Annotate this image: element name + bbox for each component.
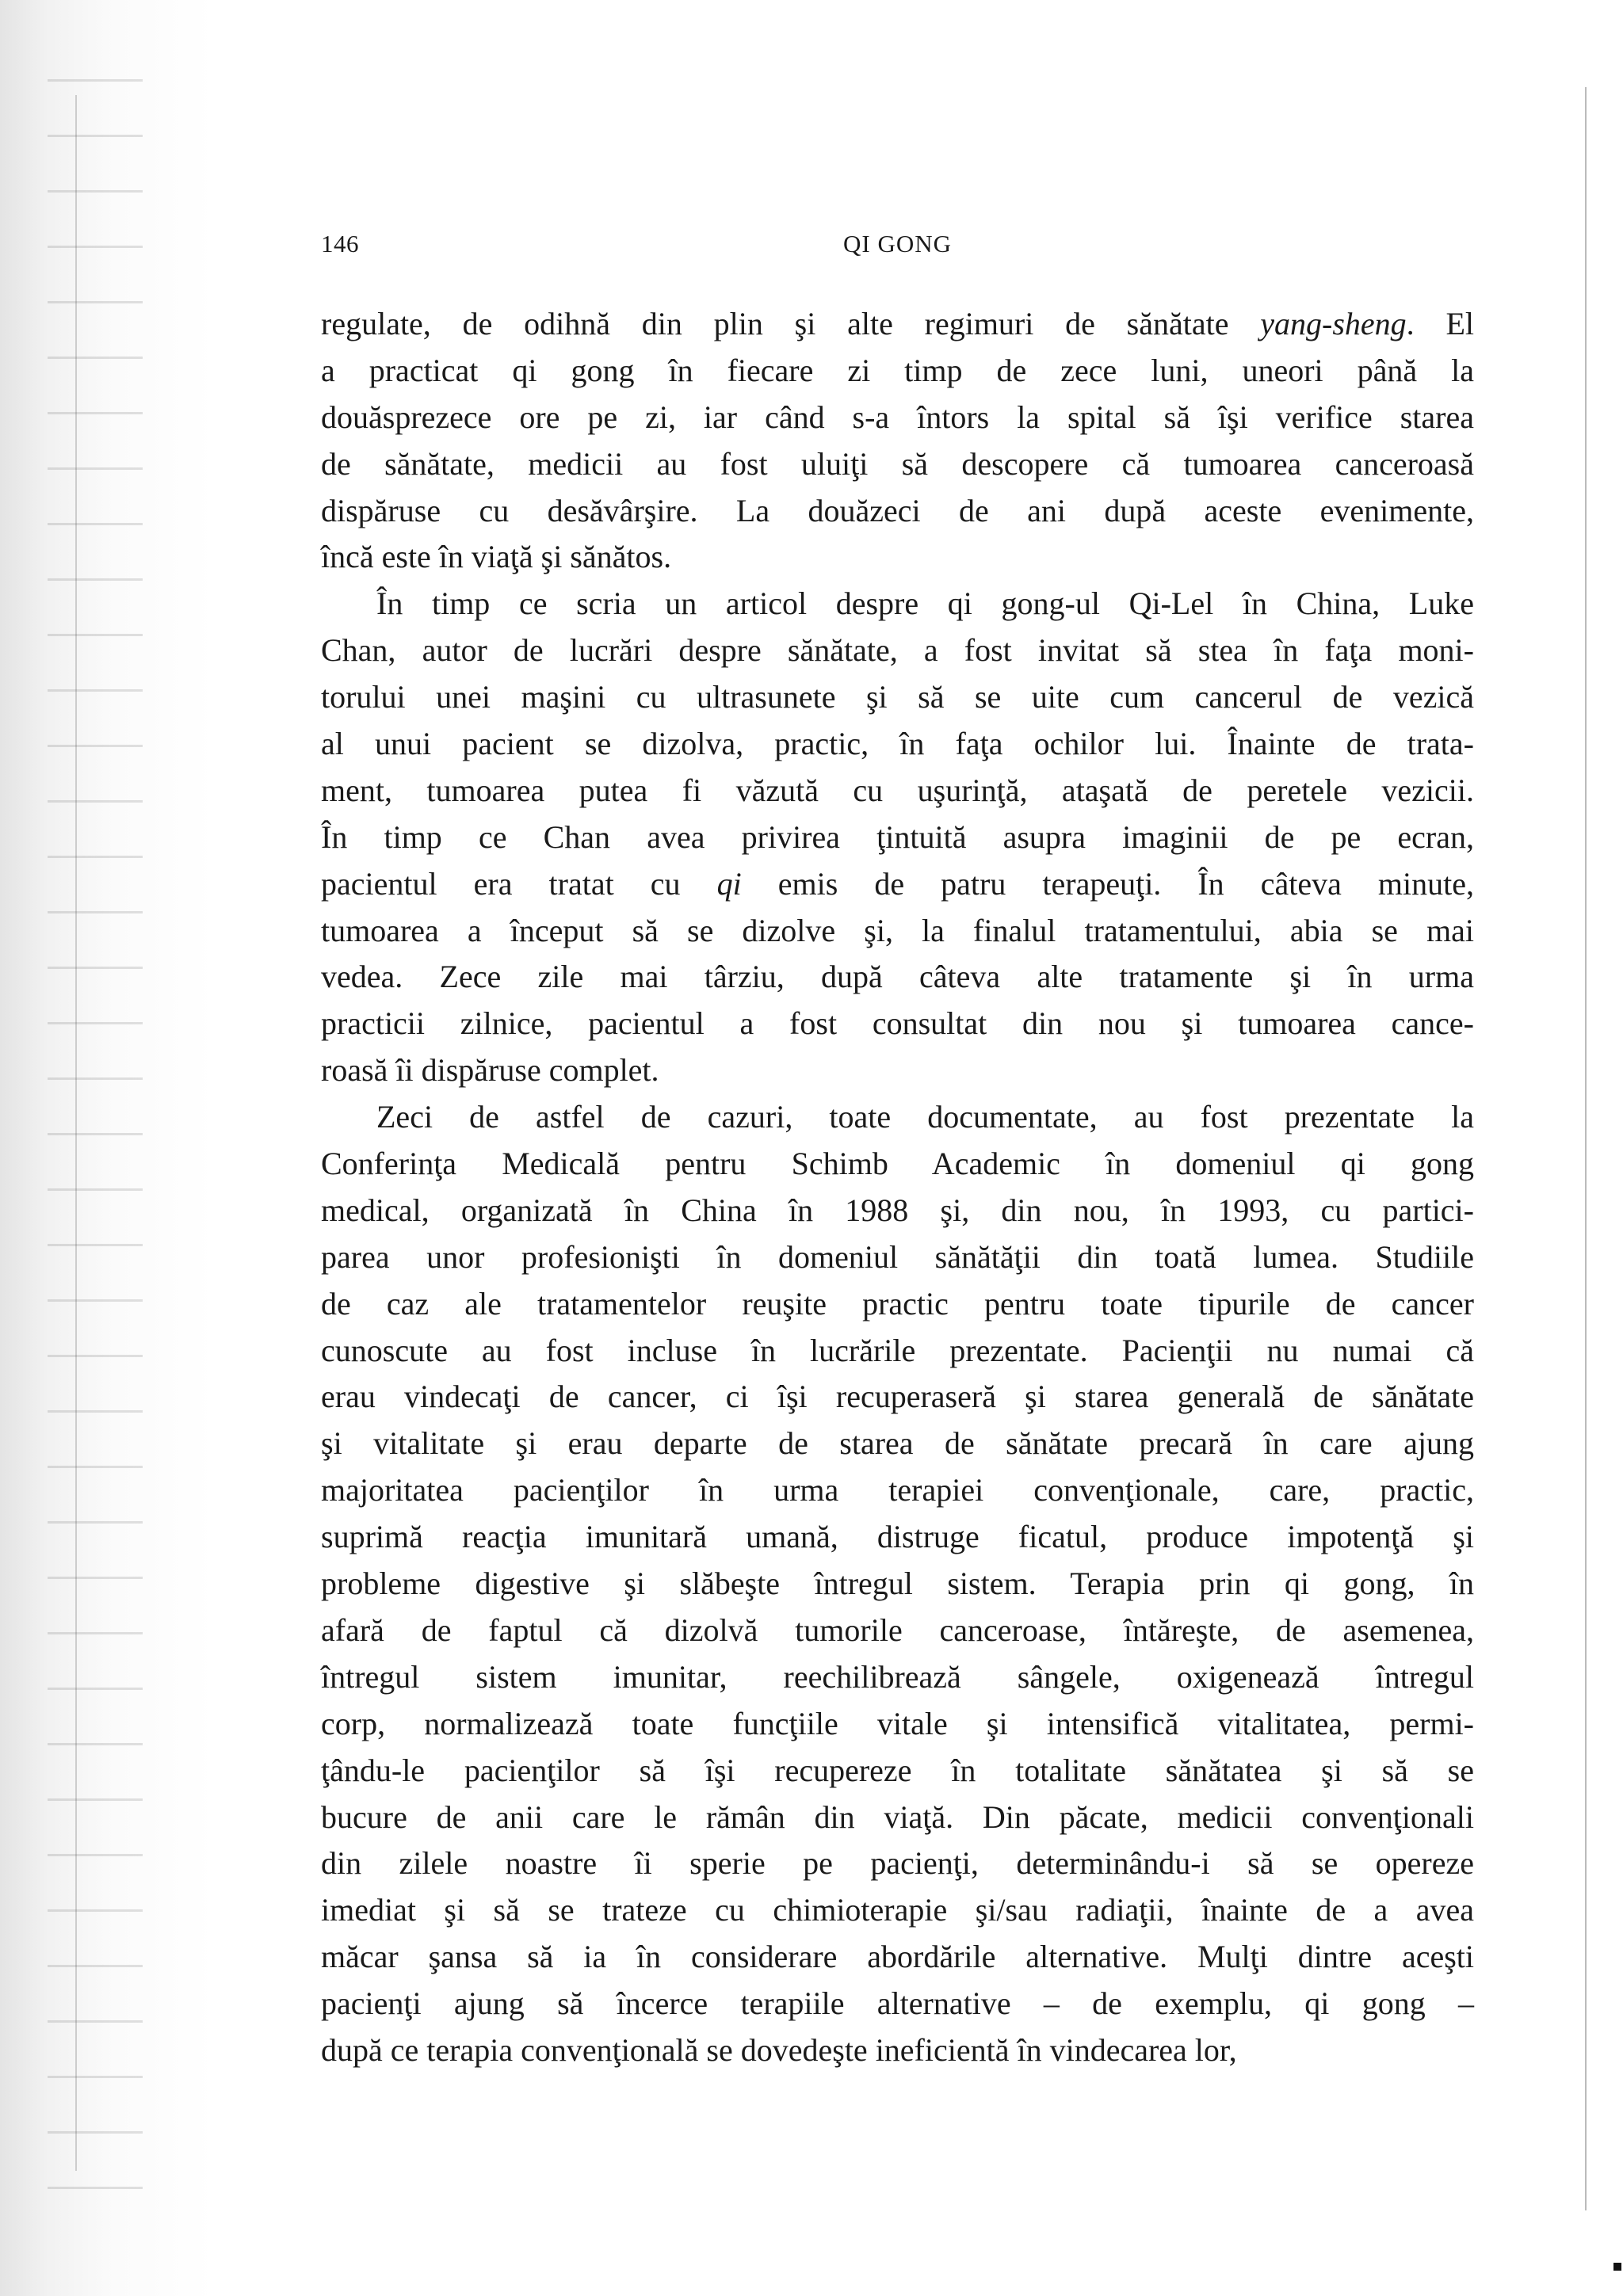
text-run: . El (1406, 306, 1474, 341)
running-title: QI GONG (842, 230, 952, 257)
text-line (321, 1374, 1474, 1421)
text-run: practicii zilnice, pacientul a fost consultat din nou şi tumoarea cance- (321, 1005, 1474, 1042)
text-line (321, 1047, 1474, 1094)
text-line (321, 534, 1474, 581)
text-run: ment, tumoarea putea fi văzută cu uşurinţă, ataşată de peretele vezicii. (321, 772, 1474, 808)
text-line (321, 1701, 1474, 1748)
text-line (321, 908, 1474, 955)
text-line (321, 1840, 1474, 1887)
text-run: imediat şi să se trateze cu chimioterapie şi/sau radiaţii, înainte de a avea (321, 1892, 1474, 1928)
text-run: şi vitalitate şi erau departe de starea de sănătate precară în care ajung (321, 1425, 1474, 1462)
text-run: măcar şansa să ia în considerare abordările alternative. Mulţi dintre aceşti (321, 1939, 1474, 1975)
text-run: din zilele noastre îi sperie pe pacienţi, determinându-i să se opereze (321, 1845, 1474, 1882)
text-line (321, 301, 1474, 348)
text-run: întregul sistem imunitar, reechilibrează sângele, oxigenează întregul (321, 1658, 1474, 1695)
text-line (321, 627, 1474, 674)
text-line (321, 674, 1474, 721)
text-run: emis de patru terapeuţi. În câteva minute, (741, 865, 1474, 902)
text-line (321, 348, 1474, 395)
text-run: În timp ce Chan avea privirea ţintuită asupra imaginii de pe ecran, (321, 818, 1474, 855)
body-text (321, 301, 1474, 2074)
text-run: roasă îi dispăruse complet. (321, 1052, 659, 1089)
paragraph (321, 581, 1474, 1094)
text-run: majoritatea pacienţilor în urma terapiei convenţionale, care, practic, (321, 1472, 1474, 1508)
text-line (321, 1234, 1474, 1281)
text-run: de caz ale tratamentelor reuşite practic pentru toate tipurile de cancer (321, 1285, 1474, 1322)
text-run: bucure de anii care le rămân din viaţă. Din păcate, medicii convenţionali (321, 1798, 1474, 1835)
text-line (321, 768, 1474, 814)
text-line (321, 1654, 1474, 1701)
text-line (321, 1141, 1474, 1188)
text-run: parea unor profesionişti în domeniul sănătăţii din toată lumea. Studiile (321, 1238, 1474, 1275)
text-run: tumoarea a început să se dizolve şi, la finalul tratamentului, abia se mai (321, 912, 1474, 948)
text-run: medical, organizată în China în 1988 şi, din nou, în 1993, cu partici- (321, 1192, 1474, 1228)
paragraph (321, 301, 1474, 581)
text-line (321, 1934, 1474, 1981)
text-run: suprimă reacţia imunitară umană, distruge ficatul, produce impotenţă şi (321, 1519, 1474, 1555)
text-line (321, 488, 1474, 535)
page-number: 146 (321, 230, 359, 257)
text-line (321, 1467, 1474, 1514)
text-run: vedea. Zece zile mai târziu, după câteva alte tratamente şi în urma (321, 959, 1474, 995)
text-line (321, 395, 1474, 441)
text-line (321, 1094, 1474, 1141)
text-line (321, 2027, 1474, 2074)
text-run: după ce terapia convenţională se dovedeşte ineficientă în vindecarea lor, (321, 2031, 1237, 2068)
text-run: de sănătate, medicii au fost uluiţi să descopere că tumoarea canceroasă (321, 445, 1474, 482)
text-line (321, 1608, 1474, 1654)
text-line (321, 1794, 1474, 1841)
text-line (321, 1561, 1474, 1608)
text-run: erau vindecaţi de cancer, ci îşi recuperaseră şi starea generală de sănătate (321, 1379, 1474, 1415)
scan-spine-artifacts (48, 79, 143, 2218)
text-run: pacienţi ajung să încerce terapiile alternative – de exemplu, qi gong – (321, 1985, 1474, 2022)
text-line (321, 1001, 1474, 1047)
text-line (321, 1421, 1474, 1467)
text-line (321, 1748, 1474, 1794)
text-line (321, 861, 1474, 908)
text-run: pacientul era tratat cu (321, 865, 717, 902)
text-line (321, 1188, 1474, 1234)
text-line (321, 1887, 1474, 1934)
text-line (321, 1981, 1474, 2027)
text-run: dispăruse cu desăvârşire. La douăzeci de ani după aceste evenimente, (321, 492, 1474, 528)
text-run: ţându-le pacienţilor să îşi recupereze în totalitate sănătatea şi să se (321, 1752, 1474, 1788)
text-run: cunoscute au fost incluse în lucrările prezentate. Pacienţii nu numai că (321, 1332, 1474, 1368)
text-run: regulate, de odihnă din plin şi alte regimuri de sănătate (321, 306, 1261, 341)
text-run: Conferinţa Medicală pentru Schimb Academic în domeniul qi gong (321, 1146, 1474, 1182)
scan-page-edge (1585, 87, 1587, 2210)
text-line (321, 1281, 1474, 1328)
text-run: corp, normalizează toate funcţiile vitale şi intensifică vitalitatea, permi- (321, 1705, 1474, 1741)
text-run: Chan, autor de lucrări despre sănătate, a fost invitat să stea în faţa moni- (321, 632, 1474, 669)
italic-term: yang-sheng (1260, 306, 1407, 341)
text-line (321, 581, 1474, 627)
text-line (321, 441, 1474, 488)
text-run: probleme digestive şi slăbeşte întregul sistem. Terapia prin qi gong, în (321, 1566, 1474, 1602)
text-run: a practicat qi gong în fiecare zi timp de zece luni, uneori până la (321, 352, 1474, 388)
text-line (321, 1328, 1474, 1375)
text-run: În timp ce scria un articol despre qi gong-ul Qi-Lel în China, Luke (376, 585, 1474, 622)
text-line (321, 814, 1474, 861)
text-line (321, 721, 1474, 768)
text-run: afară de faptul că dizolvă tumorile canceroase, întăreşte, de asemenea, (321, 1611, 1474, 1648)
scan-corner-mark (1613, 2263, 1621, 2271)
text-run: încă este în viaţă şi sănătos. (321, 539, 672, 575)
text-run: torului unei maşini cu ultrasunete şi să se uite cum cancerul de vezică (321, 679, 1474, 715)
scan-spine-line (75, 95, 77, 2171)
paragraph (321, 1094, 1474, 2074)
text-run: douăsprezece ore pe zi, iar când s-a întors la spital să îşi verifice starea (321, 399, 1474, 435)
text-line (321, 1514, 1474, 1561)
text-run: al unui pacient se dizolva, practic, în faţa ochilor lui. Înainte de trata- (321, 726, 1474, 762)
text-line (321, 954, 1474, 1001)
page-header (321, 230, 1474, 277)
italic-term: qi (716, 865, 742, 902)
text-run: Zeci de astfel de cazuri, toate documentate, au fost prezentate la (376, 1099, 1474, 1135)
